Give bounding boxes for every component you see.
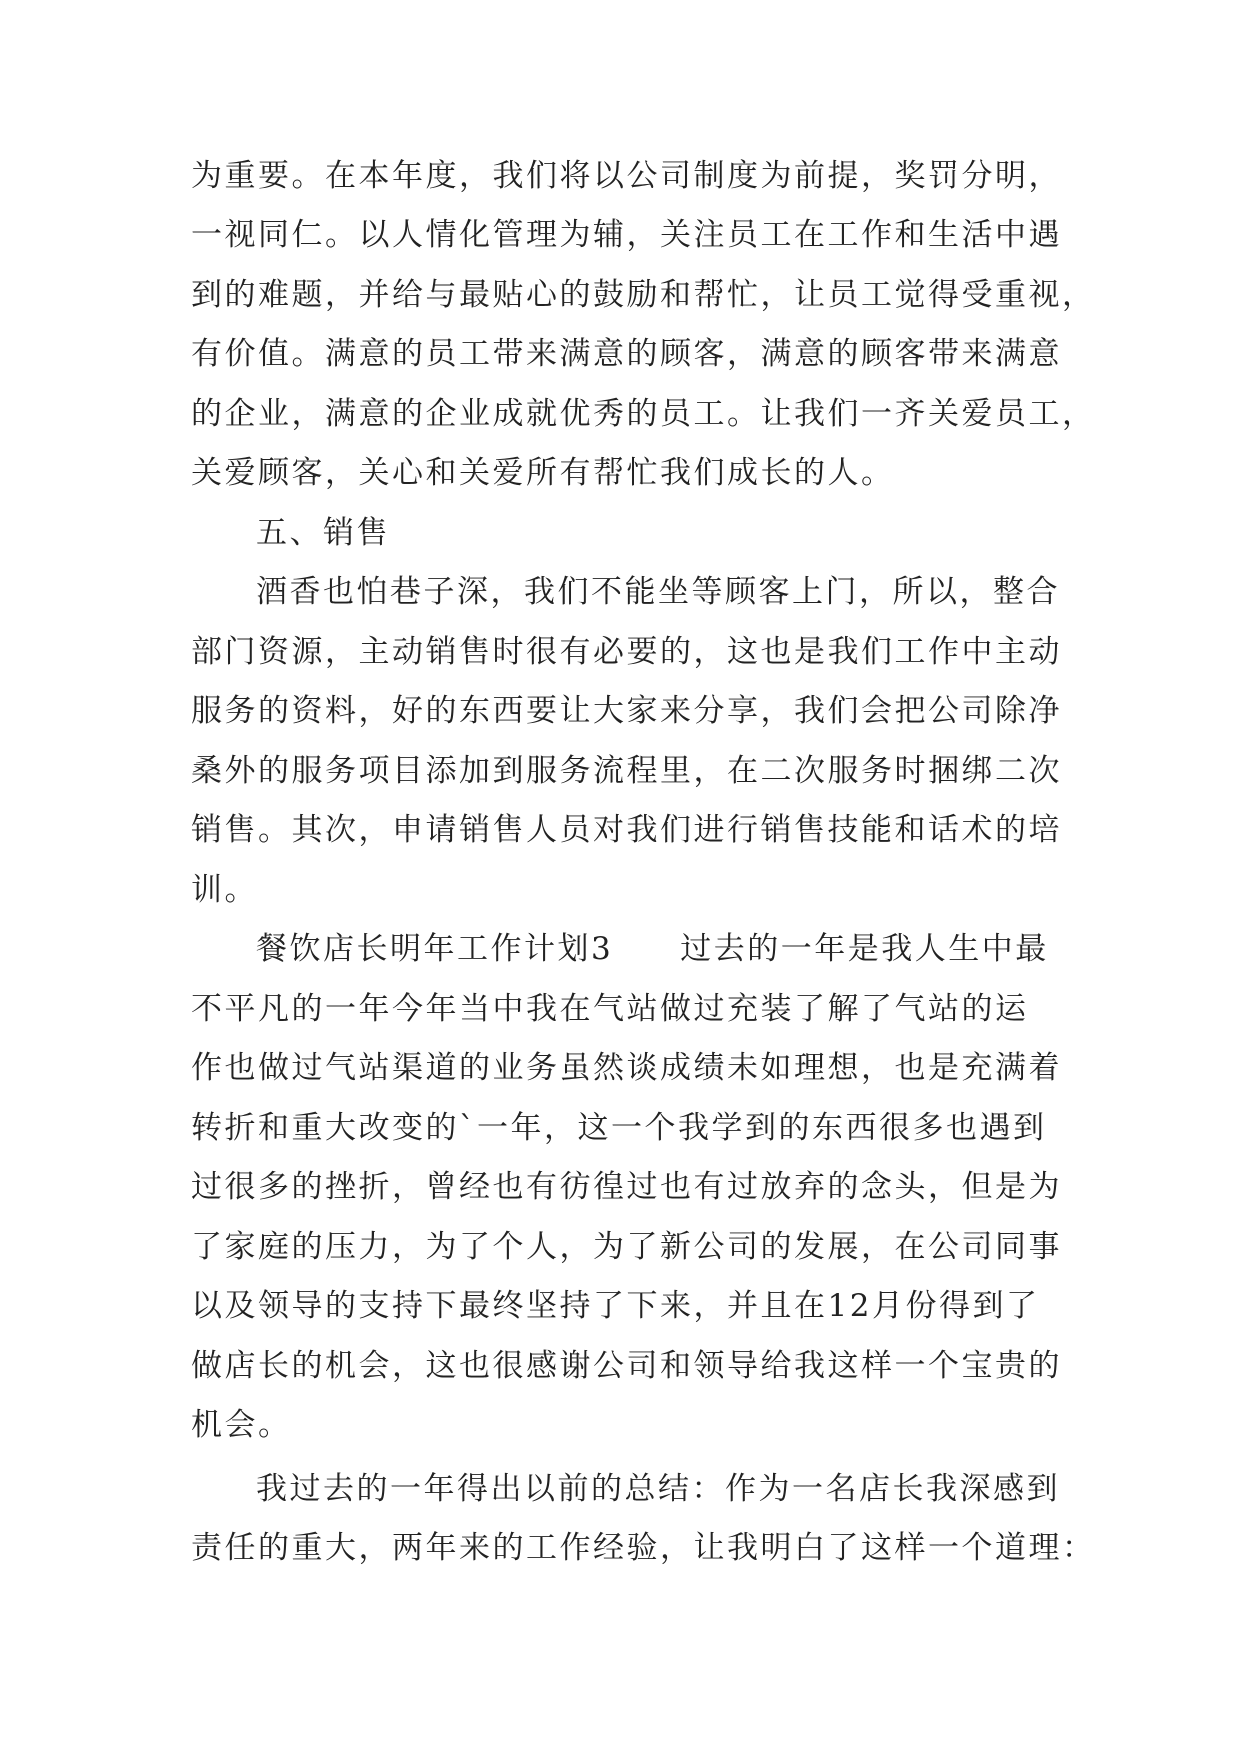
text-line: 有价值。满意的员工带来满意的顾客，满意的顾客带来满意 bbox=[191, 336, 1062, 372]
text-line: 的企业，满意的企业成就优秀的员工。让我们一齐关爱员工， bbox=[191, 396, 1096, 432]
text-line: 做店长的机会，这也很感谢公司和领导给我这样一个宝贵的 bbox=[191, 1348, 1062, 1384]
text-line: 餐饮店长明年工作计划3 过去的一年是我人生中最 bbox=[256, 931, 1049, 967]
text-line: 桑外的服务项目添加到服务流程里，在二次服务时捆绑二次 bbox=[191, 753, 1062, 789]
text-line: 一视同仁。以人情化管理为辅，关注员工在工作和生活中遇 bbox=[191, 217, 1062, 253]
text-line: 部门资源，主动销售时很有必要的，这也是我们工作中主动 bbox=[191, 634, 1062, 670]
text-line: 训。 bbox=[191, 872, 258, 908]
text-line: 作也做过气站渠道的业务虽然谈成绩未如理想，也是充满着 bbox=[191, 1050, 1062, 1086]
text-line: 责任的重大，两年来的工作经验，让我明白了这样一个道理： bbox=[191, 1530, 1096, 1566]
text-line: 过很多的挫折，曾经也有彷徨过也有过放弃的念头，但是为 bbox=[191, 1169, 1062, 1205]
text-line: 以及领导的支持下最终坚持了下来，并且在12月份得到了 bbox=[191, 1288, 1040, 1324]
text-line: 关爱顾客，关心和关爱所有帮忙我们成长的人。 bbox=[191, 455, 895, 491]
text-line: 到的难题，并给与最贴心的鼓励和帮忙，让员工觉得受重视， bbox=[191, 277, 1096, 313]
section-heading: 五、销售 bbox=[256, 515, 390, 551]
text-line: 了家庭的压力，为了个人，为了新公司的发展，在公司同事 bbox=[191, 1229, 1062, 1265]
text-line: 为重要。在本年度，我们将以公司制度为前提，奖罚分明， bbox=[191, 158, 1062, 194]
text-line: 我过去的一年得出以前的总结：作为一名店长我深感到 bbox=[256, 1471, 1060, 1507]
text-line: 酒香也怕巷子深，我们不能坐等顾客上门，所以，整合 bbox=[256, 574, 1060, 610]
text-line: 销售。其次，申请销售人员对我们进行销售技能和话术的培 bbox=[191, 812, 1062, 848]
text-line: 服务的资料，好的东西要让大家来分享，我们会把公司除净 bbox=[191, 693, 1062, 729]
text-line: 机会。 bbox=[191, 1407, 292, 1443]
text-line: 转折和重大改变的`一年，这一个我学到的东西很多也遇到 bbox=[191, 1110, 1047, 1146]
text-line: 不平凡的一年今年当中我在气站做过充装了解了气站的运 bbox=[191, 991, 1029, 1027]
